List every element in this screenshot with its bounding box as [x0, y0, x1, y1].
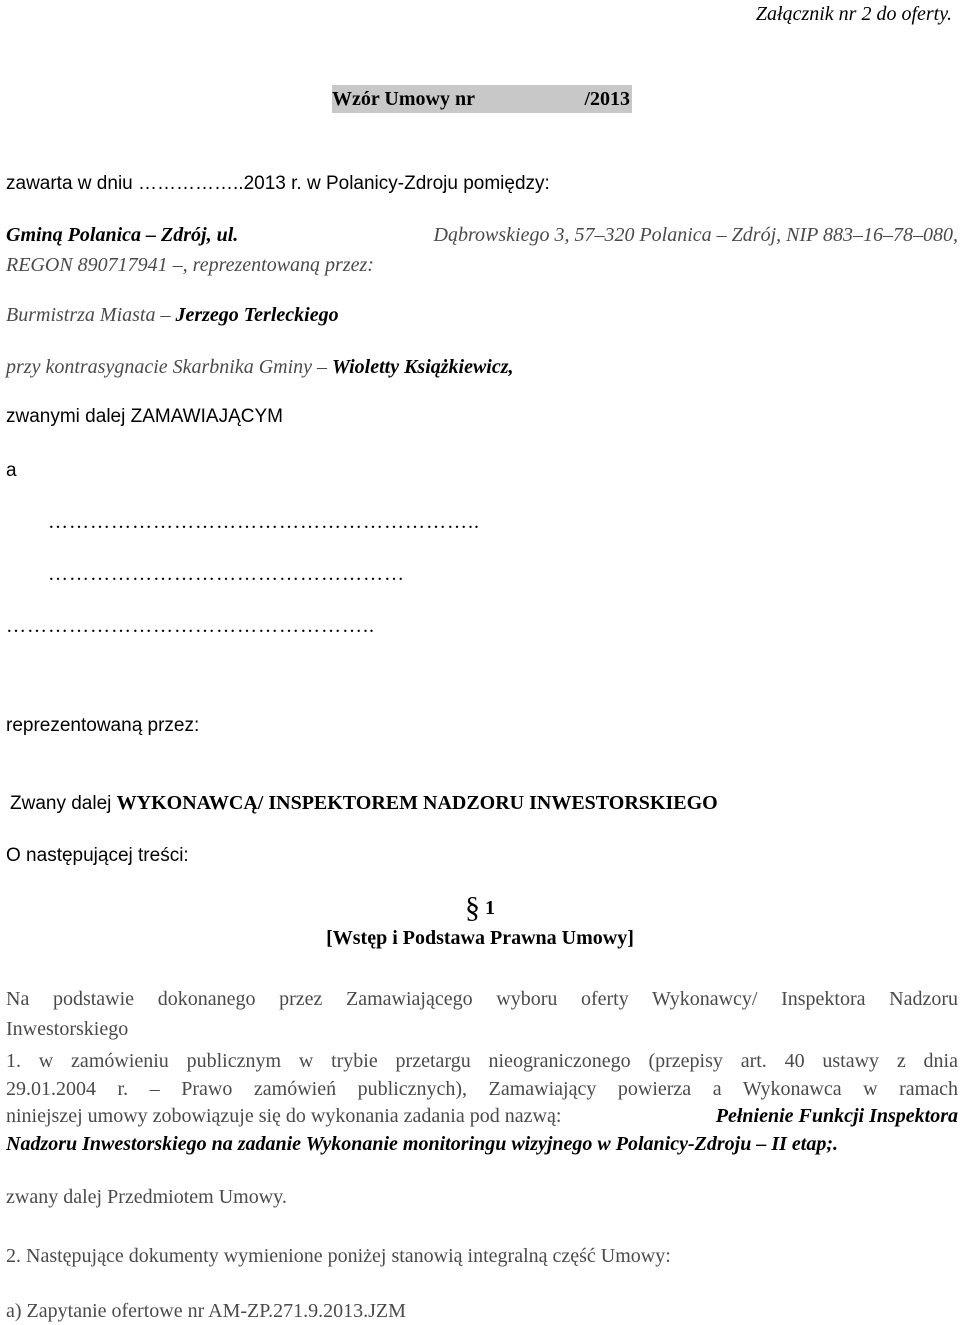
item1-line-1: 1. w zamówieniu publicznym w trybie przetargu nieograniczonego (przepisy art. 40 ustawy z dnia — [6, 1050, 958, 1072]
contract-title — [332, 85, 632, 113]
content-line: O następującej treści: — [6, 845, 189, 866]
blank-line-1: …………………………………………………….. — [48, 511, 480, 533]
party1-line1 — [6, 225, 958, 245]
para-line-1: Na podstawie dokonanego przez Zamawiającego wyboru oferty Wykonawcy/ Inspektora Nadzoru — [6, 988, 958, 1010]
treasurer-name: Wioletty Książkiewicz, — [332, 356, 514, 378]
party1-address: Dąbrowskiego 3, 57–320 Polanica – Zdrój, NIP 883–16–78–080, — [433, 224, 958, 246]
item1-line-3-text: niniejszej umowy zobowiązuje się do wykonania zadania pod nazwą: — [6, 1105, 562, 1127]
item1-line-3 — [6, 1106, 958, 1126]
section-number: 1 — [485, 897, 495, 919]
subject-line: zwany dalej Przedmiotem Umowy. — [6, 1186, 287, 1208]
contract-title-right: /2013 — [584, 88, 630, 110]
para-line-2: Inwestorskiego — [6, 1018, 129, 1040]
section-sign: § — [465, 891, 480, 924]
contractor-role: WYKONAWCĄ/ INSPEKTOREM NADZORU INWESTORSKIEGO — [116, 792, 718, 814]
concluded-line: zawarta w dniu ……………..2013 r. w Polanicy-Zdroju pomiędzy: — [6, 173, 550, 194]
annex-label: Załącznik nr 2 do oferty. — [755, 3, 952, 25]
party1-name: Gminą Polanica – Zdrój, ul. — [6, 224, 239, 246]
and-word: a — [6, 460, 17, 481]
blank-line-3: …………………………………………….. — [6, 615, 375, 637]
section-1-mark — [0, 893, 960, 923]
contract-title-left: Wzór Umowy nr — [332, 88, 475, 110]
contractor-line — [10, 793, 718, 813]
section-1-heading: [Wstęp i Podstawa Prawna Umowy] — [326, 927, 634, 949]
contractor-prefix: Zwany dalej — [10, 793, 117, 814]
mayor-line — [6, 305, 339, 325]
represented-line: reprezentowaną przez: — [6, 715, 200, 736]
orderer-line: zwanymi dalej ZAMAWIAJĄCYM — [6, 406, 283, 427]
mayor-title: Burmistrza Miasta – — [6, 304, 176, 326]
item2a-line: a) Zapytanie ofertowe nr AM-ZP.271.9.2013.JZM — [6, 1300, 406, 1322]
party1-line2: REGON 890717941 –, reprezentowaną przez: — [6, 254, 374, 276]
item2-line: 2. Następujące dokumenty wymienione poniżej stanowią integralną część Umowy: — [6, 1245, 671, 1267]
treasurer-line — [6, 357, 514, 377]
item1-line-2: 29.01.2004 r. – Prawo zamówień publicznych), Zamawiający powierza a Wykonawca w ramach — [6, 1078, 958, 1100]
task-name-start: Pełnienie Funkcji Inspektora — [715, 1105, 958, 1127]
blank-line-2: …………………………………………… — [48, 563, 405, 585]
mayor-name: Jerzego Terleckiego — [175, 304, 339, 326]
treasurer-title: przy kontrasygnacie Skarbnika Gminy – — [6, 356, 333, 378]
task-name-end: Nadzoru Inwestorskiego na zadanie Wykonanie monitoringu wizyjnego w Polanicy-Zdroju – II etap;. — [6, 1133, 838, 1155]
